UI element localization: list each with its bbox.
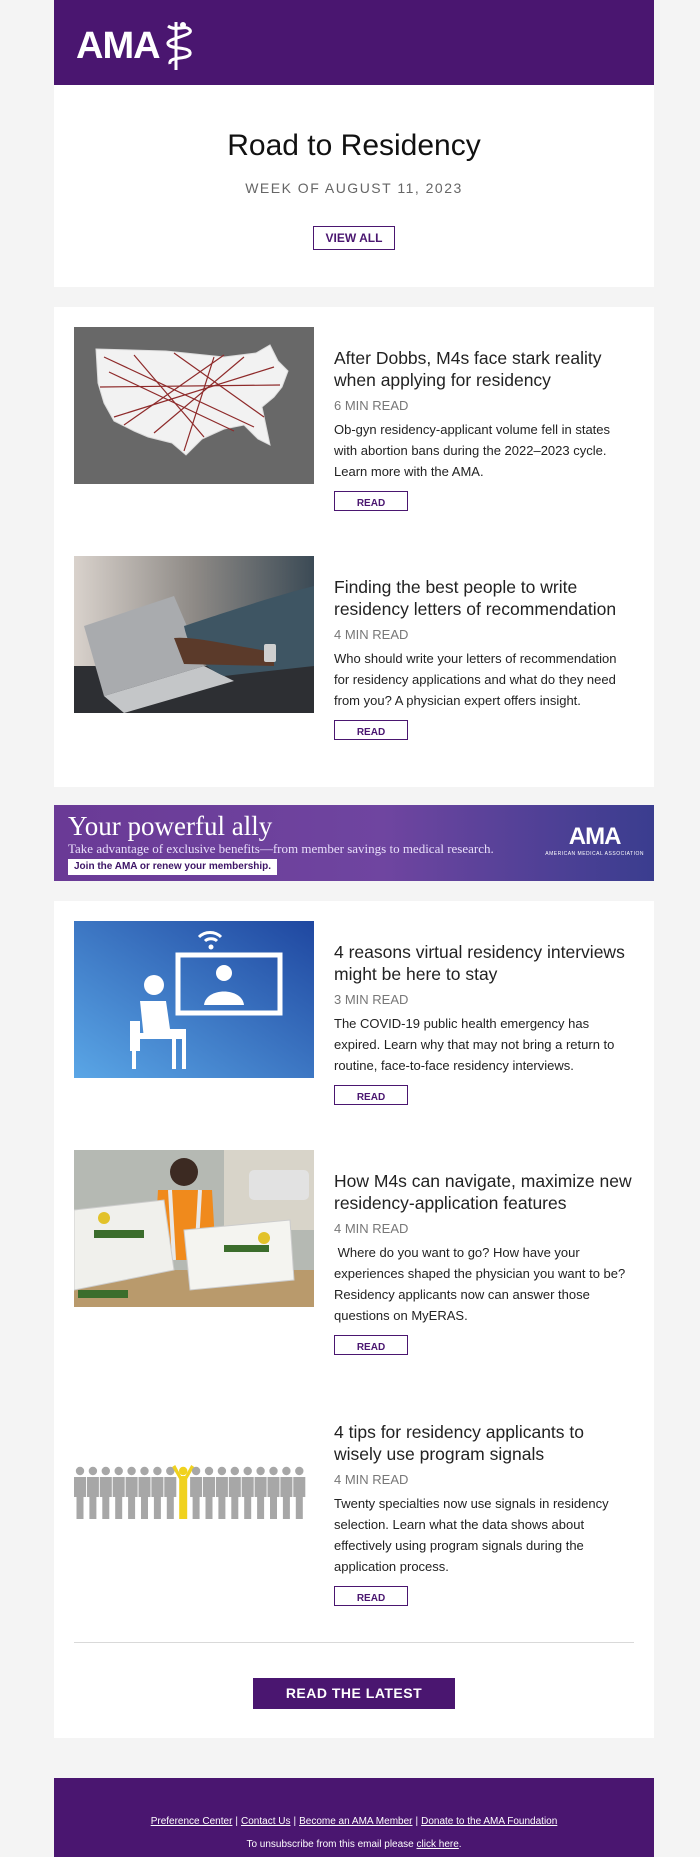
virtual-interview-image[interactable] [74, 921, 314, 1078]
unsubscribe-text: To unsubscribe from this email please [246, 1839, 414, 1850]
footer-links: Preference Center | Contact Us | Become an AMA Member | Donate to the AMA Foundation [150, 1816, 558, 1827]
read-button[interactable]: READ [334, 1335, 408, 1355]
week-label: WEEK OF AUGUST 11, 2023 [245, 180, 463, 196]
read-time: 3 MIN READ [334, 992, 409, 1007]
read-button[interactable]: READ [334, 1085, 408, 1105]
banner-logo-sub: AMERICAN MEDICAL ASSOCIATION [545, 851, 644, 857]
read-the-latest-button[interactable]: READ THE LATEST [253, 1678, 455, 1709]
membership-banner[interactable] [54, 805, 654, 881]
article-m4s-navigate [74, 1150, 634, 1360]
logo-text: AMA [76, 24, 160, 67]
laptop-typing-image[interactable] [74, 556, 314, 713]
caduceus-icon [162, 20, 196, 72]
article-dobbs [74, 327, 634, 537]
read-time: 4 MIN READ [334, 627, 409, 642]
preference-center-link[interactable]: Preference Center [150, 1816, 233, 1827]
article-description: Who should write your letters of recommendation for residency applications and what do they need from you? A physician expert offers insight. [334, 651, 617, 708]
article-title[interactable]: How M4s can navigate, maximize new residency-application features [334, 1171, 632, 1213]
unsubscribe-end: . [458, 1839, 462, 1850]
article-title[interactable]: Finding the best people to write residency letters of recommendation [334, 577, 617, 619]
newsletter-title: Road to Residency [227, 129, 481, 162]
banner-title: Your powerful ally [68, 811, 273, 841]
us-map-image[interactable] [74, 327, 314, 484]
read-time: 4 MIN READ [334, 1221, 409, 1236]
view-all-button[interactable]: VIEW ALL [313, 226, 395, 250]
become-member-link[interactable]: Become an AMA Member [299, 1816, 413, 1827]
people-signals-image[interactable] [74, 1401, 314, 1558]
banner-ama-logo [545, 823, 644, 857]
article-description: The COVID-19 public health emergency has expired. Learn why that may not bring a return to routine, face-to-face residency interviews. [334, 1016, 615, 1073]
article-title[interactable]: After Dobbs, M4s face stark reality when applying for residency [334, 348, 602, 390]
read-button[interactable]: READ [334, 491, 408, 511]
article-program-signals [74, 1401, 634, 1611]
article-letters [74, 556, 634, 766]
articles-card-2 [54, 901, 654, 1738]
articles-card-1 [54, 307, 654, 787]
footer [54, 1778, 654, 1857]
donate-link[interactable]: Donate to the AMA Foundation [421, 1816, 558, 1827]
read-button[interactable]: READ [334, 720, 408, 740]
banner-subtitle: Take advantage of exclusive benefits—from member savings to medical research. [68, 841, 494, 856]
join-ama-button[interactable]: Join the AMA or renew your membership. [68, 859, 277, 875]
article-virtual-interviews [74, 921, 634, 1131]
article-description: Where do you want to go? How have your experiences shaped the physician you want to be? Residency applicants now can answer those questions on MyERAS. [334, 1245, 629, 1323]
read-button[interactable]: READ [334, 1586, 408, 1606]
article-title[interactable]: 4 reasons virtual residency interviews might be here to stay [334, 942, 625, 984]
header-bar [54, 0, 654, 85]
article-title[interactable]: 4 tips for residency applicants to wisely use program signals [334, 1422, 584, 1464]
article-description: Ob-gyn residency-applicant volume fell in states with abortion bans during the 2022–2023 cycle. Learn more with the AMA. [334, 422, 611, 479]
read-time: 4 MIN READ [334, 1472, 409, 1487]
intro-section [54, 85, 654, 287]
contact-us-link[interactable]: Contact Us [241, 1816, 291, 1827]
article-description: Twenty specialties now use signals in residency selection. Learn what the data shows about effectively using program signals during the application process. [334, 1496, 609, 1574]
banner-logo-text: AMA [568, 823, 621, 850]
read-time: 6 MIN READ [334, 398, 409, 413]
unsubscribe-line [54, 1839, 654, 1850]
unsubscribe-link[interactable]: click here [416, 1839, 459, 1850]
section-divider [74, 1642, 634, 1643]
produce-boxes-image[interactable] [74, 1150, 314, 1307]
ama-logo[interactable] [76, 20, 196, 72]
